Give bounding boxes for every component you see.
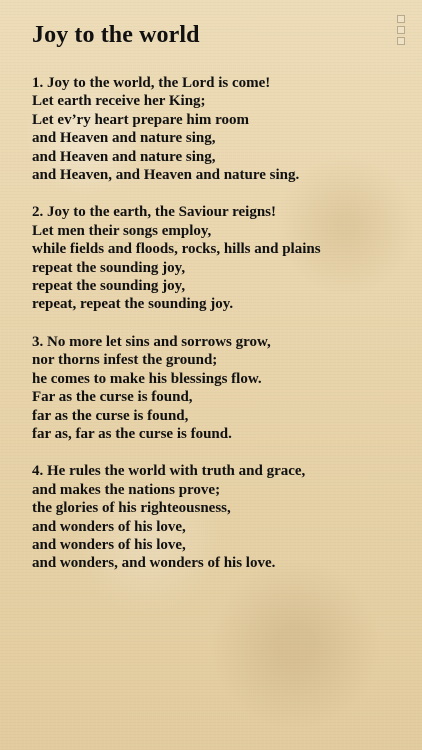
song-title: Joy to the world <box>32 22 200 48</box>
verse-4 <box>32 462 392 572</box>
verse-line: nor thorns infest the ground; <box>32 352 218 369</box>
verse-line: repeat the sounding joy, <box>32 278 186 295</box>
verse-3 <box>32 333 392 443</box>
verse-line: 2. Joy to the earth, the Saviour reigns! <box>32 204 277 221</box>
verse-line: repeat the sounding joy, <box>32 259 186 276</box>
verse-line: and wonders of his love, <box>32 518 186 535</box>
verse-line: Let earth receive her King; <box>32 93 206 110</box>
verse-line: 1. Joy to the world, the Lord is come! <box>32 75 271 91</box>
verse-line: Let ev’ry heart prepare him room <box>32 111 250 128</box>
page-box-icon <box>397 26 405 34</box>
verse-line: and wonders, and wonders of his love. <box>32 555 276 572</box>
verse-2 <box>32 203 392 313</box>
page-indicator <box>397 15 406 45</box>
verse-line: far as the curse is found, <box>32 407 189 424</box>
page-box-icon <box>397 15 405 23</box>
song-page <box>32 20 392 592</box>
verse-line: and wonders of his love, <box>32 536 186 553</box>
verse-line: while fields and floods, rocks, hills and plains <box>32 241 321 258</box>
verse-line: and Heaven and nature sing, <box>32 148 216 165</box>
verse-line: and Heaven, and Heaven and nature sing. <box>32 167 300 184</box>
verse-line: the glories of his righteousness, <box>32 500 231 517</box>
verse-line: far as, far as the curse is found. <box>32 425 232 442</box>
verse-line: and Heaven and nature sing, <box>32 130 216 147</box>
verse-line: he comes to make his blessings flow. <box>32 370 262 387</box>
page-box-icon <box>397 37 405 45</box>
verse-line: repeat, repeat the sounding joy. <box>32 296 234 313</box>
verse-1 <box>32 74 392 184</box>
verse-line: 4. He rules the world with truth and grace, <box>32 463 306 480</box>
verse-line: Let men their songs employ, <box>32 222 212 239</box>
verse-line: and makes the nations prove; <box>32 481 221 498</box>
verse-line: Far as the curse is found, <box>32 389 193 406</box>
verse-line: 3. No more let sins and sorrows grow, <box>32 333 271 350</box>
